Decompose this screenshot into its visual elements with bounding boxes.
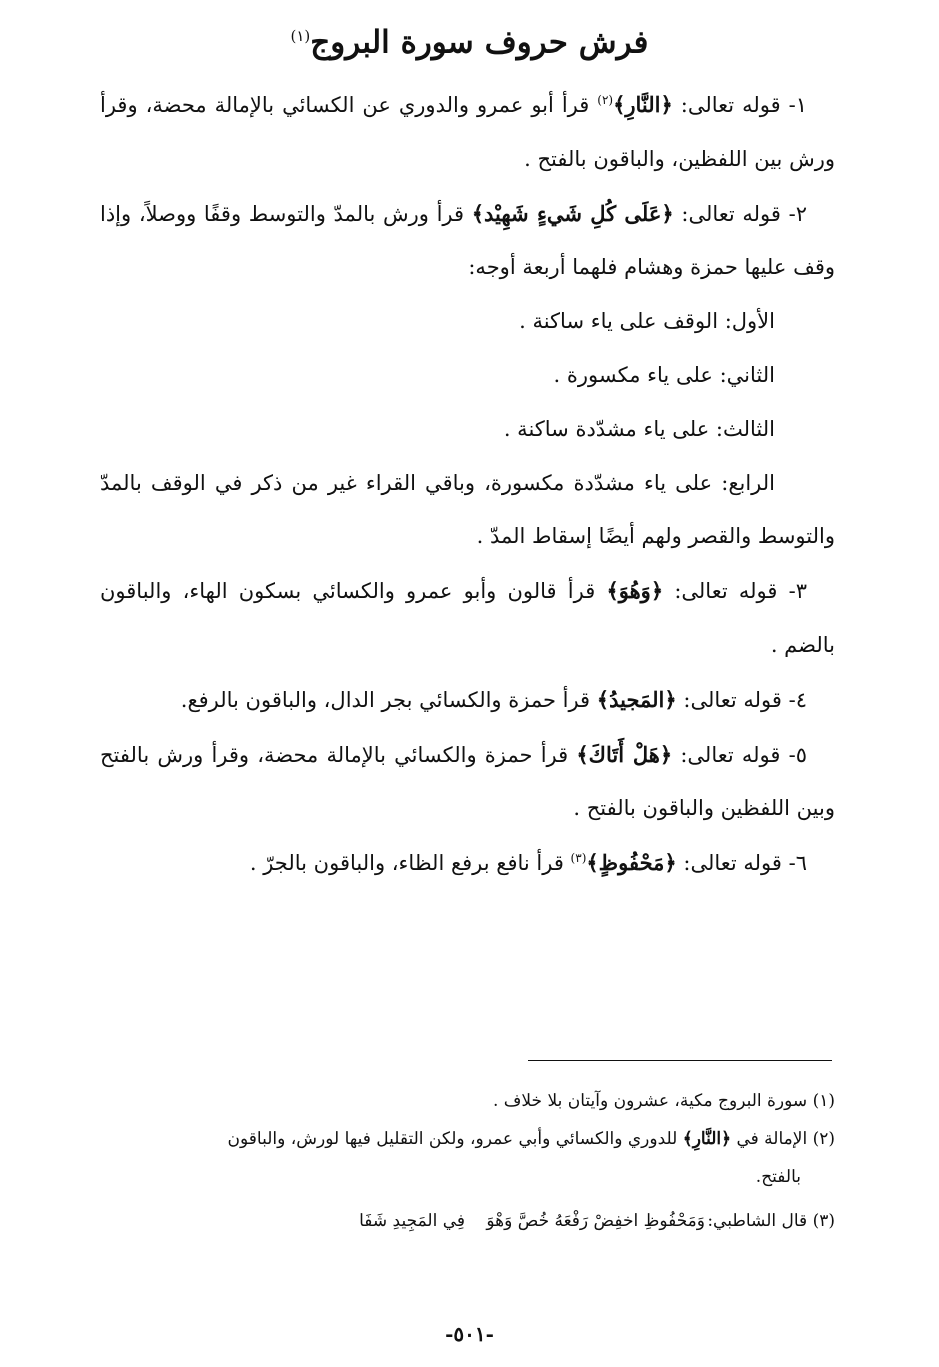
footnote-quote: ﴿النَّارِ﴾	[682, 1129, 732, 1149]
item-intro: قوله تعالى:	[672, 742, 781, 767]
footnote-2-start: (٢) الإمالة في	[731, 1129, 835, 1149]
item-intro: قوله تعالى:	[676, 851, 782, 876]
item-text: قرأ أبو عمرو والدوري عن الكسائي بالإمالة محضة، وقرأ ورش بين اللفظين، والباقون بالفتح .	[100, 93, 835, 171]
main-text	[100, 78, 835, 891]
footnote-ref: (٢)	[597, 93, 614, 107]
footnote-ref: (٣)	[570, 851, 587, 866]
case-1: الأول: الوقف على ياء ساكنة .	[519, 309, 775, 334]
quran-quote: ﴿عَلَى كُلِ شَيءٍ شَهِيْد﴾	[471, 200, 674, 226]
quran-quote: ﴿مَحْفُوظٍ﴾	[586, 850, 677, 876]
footnote-3	[100, 1202, 835, 1240]
item-text: قرأ حمزة والكسائي بالإمالة محضة، وقرأ ورش بالفتح وبين اللفظين والباقون بالفتح .	[100, 742, 835, 821]
footnote-2-end: للدوري والكسائي وأبي عمرو، ولكن التقليل فيها لورش، والباقون	[227, 1129, 683, 1149]
item-2	[100, 187, 835, 296]
quran-quote: ﴿المَجيدُ﴾	[596, 686, 677, 712]
item-intro: قوله تعالى:	[676, 687, 782, 712]
item-3	[100, 564, 835, 673]
page-title	[0, 14, 939, 64]
item-intro: قوله تعالى:	[672, 93, 781, 117]
case-3: الثالث: على ياء مشدّدة ساكنة .	[503, 416, 775, 441]
item-text: قرأ ورش بالمدّ والتوسط وقفًا ووصلاً، وإذا وقف عليها حمزة وهشام فلهما أربعة أوجه:	[100, 201, 835, 280]
item-number: ٤-	[781, 687, 807, 712]
item-5	[100, 728, 835, 837]
verse-second-hemistich: فِي المَجِيدِ شَفَا	[359, 1211, 465, 1231]
footnote-2	[100, 1120, 835, 1158]
item-text: قرأ قالون وأبو عمرو والكسائي بسكون الهاء، والباقون بالضم .	[100, 579, 835, 657]
page-number: -٥٠١-	[445, 1322, 494, 1346]
footnote-separator	[528, 1060, 832, 1061]
item-number: ٣-	[777, 579, 807, 604]
case-2: الثاني: على ياء مكسورة .	[553, 362, 775, 387]
footnote-2-continuation: بالفتح.	[755, 1167, 801, 1187]
quran-quote: ﴿هَلْ أَتَاكَ﴾	[576, 741, 673, 767]
item-1	[100, 78, 835, 187]
title-footnote-ref: (١)	[290, 27, 311, 45]
page-title-text: فرش حروف سورة البروج	[310, 24, 649, 61]
case-4: الرابع: على ياء مشدّدة مكسورة، وباقي القراء غير من ذكر في الوقف بالمدّ والتوسط والقصر ولهم أيضًا إسقاط المدّ .	[100, 470, 835, 549]
item-intro: قوله تعالى:	[673, 201, 781, 226]
footnote-1: (١) سورة البروج مكية، عشرون وآيتان بلا خلاف .	[492, 1091, 835, 1111]
item-number: ١-	[780, 93, 807, 117]
item-4	[100, 673, 835, 728]
footnote-3-label: (٣) قال الشاطبي:	[707, 1211, 835, 1231]
item-6	[100, 836, 835, 891]
item-number: ٥-	[780, 742, 807, 767]
item-number: ٦-	[781, 851, 807, 876]
verse-first-hemistich: وَمَحْفُوظِ اخفِضْ رَفْعَهُ خُصَّ وَهْوَ	[486, 1211, 705, 1231]
item-intro: قوله تعالى:	[663, 579, 778, 604]
item-text: قرأ حمزة والكسائي بجر الدال، والباقون بالرفع.	[180, 687, 597, 712]
quran-quote: ﴿النَّارِ﴾	[613, 92, 673, 117]
quran-quote: ﴿وَهُوَ﴾	[606, 578, 664, 604]
item-text: قرأ نافع برفع الظاء، والباقون بالجرّ .	[249, 851, 571, 876]
item-number: ٢-	[780, 201, 807, 226]
footnotes	[100, 1082, 835, 1240]
